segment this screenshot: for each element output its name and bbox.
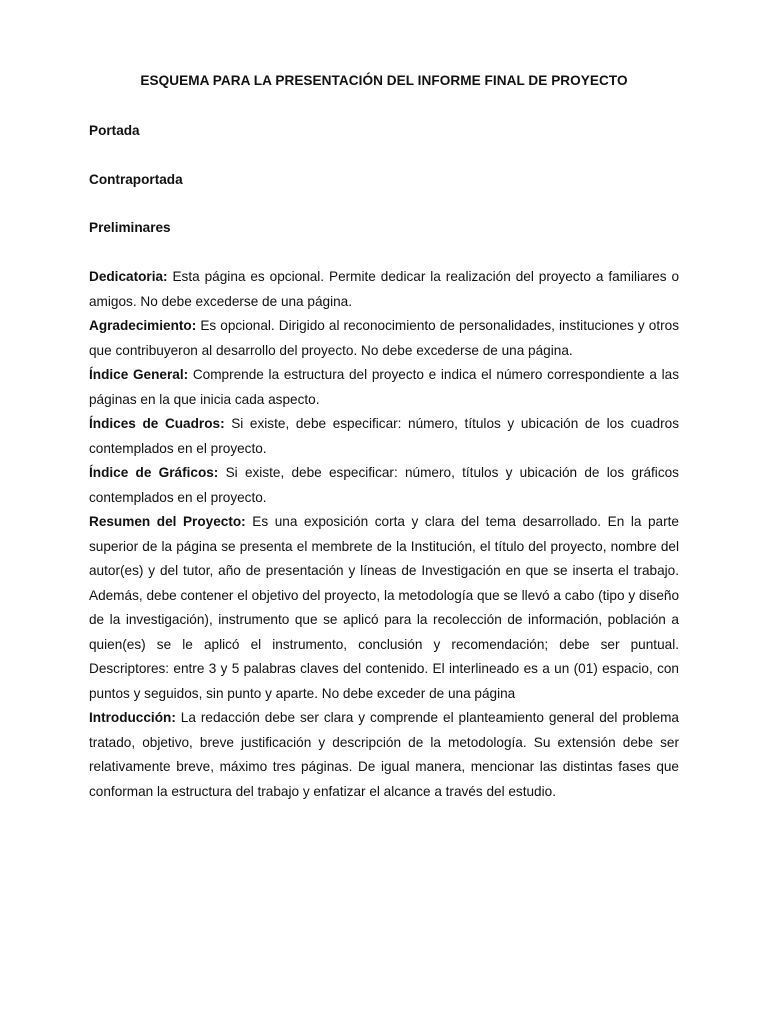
section-term: Índice General: <box>89 367 189 382</box>
section-term: Índices de Cuadros: <box>89 416 225 431</box>
section-term: Introducción: <box>89 710 176 725</box>
section-text: La redacción debe ser clara y comprende el planteamiento general del problema tratado, objetivo, breve justificación y descripción de la metodología. Su extensión debe ser relativamente breve, máximo tres páginas. De igual manera, mencionar las distintas fases que conforman la estructura del trabajo y enfatizar el alcance a través del estudio. <box>89 710 679 799</box>
section-term: Resumen del Proyecto: <box>89 514 246 529</box>
section-indice-graficos <box>89 461 679 510</box>
section-term: Agradecimiento: <box>89 318 197 333</box>
section-text: Es opcional. Dirigido al reconocimiento de personalidades, instituciones y otros que contribuyeron al desarrollo del proyecto. No debe excederse de una página. <box>89 318 679 358</box>
heading-preliminares: Preliminares <box>89 220 171 235</box>
section-text: Si existe, debe especificar: número, títulos y ubicación de los gráficos contemplados en el proyecto. <box>89 465 679 505</box>
preliminares-body <box>89 265 679 804</box>
section-text: Si existe, debe especificar: número, títulos y ubicación de los cuadros contemplados en el proyecto. <box>89 416 679 456</box>
section-indices-cuadros <box>89 412 679 461</box>
section-dedicatoria <box>89 265 679 314</box>
section-text: Esta página es opcional. Permite dedicar la realización del proyecto a familiares o amigos. No debe excederse de una página. <box>89 269 679 309</box>
document-title: ESQUEMA PARA LA PRESENTACIÓN DEL INFORME FINAL DE PROYECTO <box>140 73 628 88</box>
section-introduccion <box>89 706 679 804</box>
section-indice-general <box>89 363 679 412</box>
section-term: Índice de Gráficos: <box>89 465 219 480</box>
section-text: Comprende la estructura del proyecto e indica el número correspondiente a las páginas en la que inicia cada aspecto. <box>89 367 679 407</box>
heading-portada: Portada <box>89 123 140 138</box>
section-text: Es una exposición corta y clara del tema desarrollado. En la parte superior de la página se presenta el membrete de la Institución, el título del proyecto, nombre del autor(es) y del tutor, año de presentación y líneas de Investigación en que se inserta el trabajo. Además, debe contener el objetivo del proyecto, la metodología que se llevó a cabo (tipo y diseño de la investigación), instrumento que se aplicó para la recolección de información, población a quien(es) se le aplicó el instrumento, conclusión y recomendación; debe ser puntual. Descriptores: entre 3 y 5 palabras claves del contenido. El interlineado es a un (01) espacio, con puntos y seguidos, sin punto y aparte. No debe exceder de una página <box>89 514 679 701</box>
section-agradecimiento <box>89 314 679 363</box>
section-term: Dedicatoria: <box>89 269 168 284</box>
heading-contraportada: Contraportada <box>89 172 183 187</box>
section-resumen <box>89 510 679 706</box>
